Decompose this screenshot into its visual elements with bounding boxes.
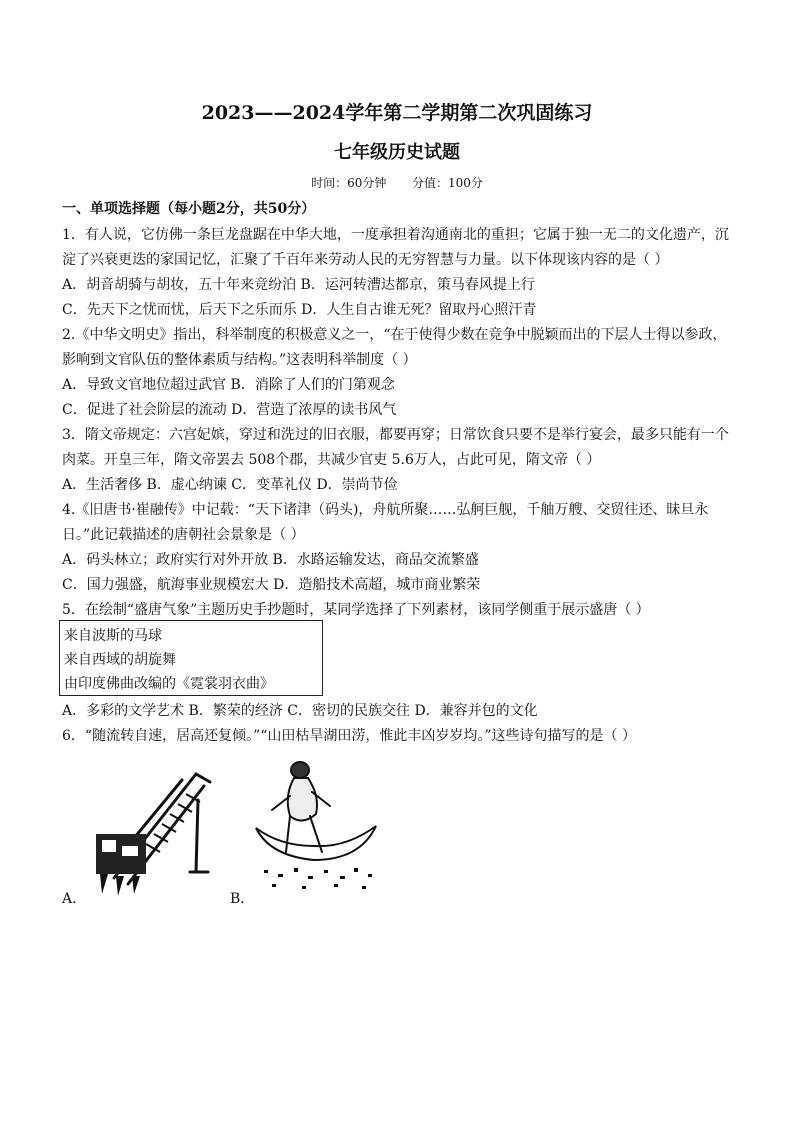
time-label: 时间：60分钟	[311, 176, 387, 190]
q5-material-1: 来自波斯的马球	[64, 628, 162, 644]
q5-materials-box	[59, 620, 323, 696]
q3-line-1: 3．隋文帝规定：六宫妃嫔，穿过和洗过的旧衣服，都要再穿；日常饮食只要不是举行宴会，最多只能有一个	[62, 427, 729, 443]
q5-material-3: 由印度佛曲改编的《霓裳羽衣曲》	[64, 676, 274, 692]
exam-subtitle: 七年级历史试题	[334, 142, 460, 163]
q2-options-2: C．促进了社会阶层的流动 D．营造了浓厚的读书风气	[62, 402, 397, 418]
q5-material-2: 来自西域的胡旋舞	[64, 652, 176, 668]
q2-line-1: 2.《中华文明史》指出，科举制度的积极意义之一，“在于使得少数在竞争中脱颖而出的下层人士得以参政，	[62, 327, 727, 343]
q6-image-a	[86, 760, 216, 898]
q6-label-a: A．	[62, 891, 87, 907]
q1-line-2: 淀了兴衰更迭的家国记忆，汇聚了千百年来劳动人民的无穷智慧与力量。以下体现该内容的是（ ）	[62, 252, 669, 268]
q5-line-1: 5．在绘制“盛唐气象”主题历史手抄题时，某同学选择了下列素材，该同学侧重于展示盛唐（ ）	[62, 602, 650, 618]
q1-line-1: 1．有人说，它仿佛一条巨龙盘踞在中华大地，一度承担着沟通南北的重担；它属于独一无二的文化遗产，沉	[62, 227, 729, 243]
score-label: 分值：100分	[412, 176, 483, 190]
q6-image-b	[250, 756, 382, 896]
exam-title: 2023——2024学年第二学期第二次巩固练习	[201, 102, 593, 124]
q3-options-1: A．生活奢侈 B．虚心纳谏 C．变革礼仪 D．崇尚节俭	[62, 477, 398, 493]
q6-label-b: B．	[230, 891, 255, 907]
exam-meta	[0, 174, 794, 191]
q1-options-1: A．胡音胡骑与胡妆，五十年来竞纷泊 B．运河转漕达都京，策马春风提上行	[62, 277, 535, 293]
q3-line-2: 肉菜。开皇三年，隋文帝罢去 508个郡，共减少官吏 5.6万人，占此可见，隋文帝（ ）	[62, 452, 601, 468]
q4-options-1: A．码头林立；政府实行对外开放 B．水路运输发达，商品交流繁盛	[62, 552, 479, 568]
q5-options-1: A．多彩的文学艺术 B．繁荣的经济 C．密切的民族交往 D．兼容并包的文化	[62, 703, 538, 719]
q4-options-2: C．国力强盛，航海事业规模宏大 D．造船技术高超，城市商业繁荣	[62, 577, 481, 593]
q4-line-1: 4.《旧唐书·崔融传》中记载：“天下诸津（码头)，舟航所聚……弘舸巨舰，千舳万艘、交贸往还、昧旦永	[62, 502, 709, 518]
q2-options-1: A．导致文官地位超过武官 B．消除了人们的门第观念	[62, 377, 395, 393]
section-heading: 一、单项选择题（每小题2分，共50分）	[62, 201, 316, 217]
q6-line-1: 6．“随流转自速，居高还复倾。”“山田枯旱湖田涝，惟此丰凶岁岁均。”这些诗句描写的是（ ）	[62, 728, 636, 744]
q4-line-2: 日。”此记载描述的唐朝社会景象是（ ）	[62, 527, 305, 543]
q1-options-2: C．先天下之忧而忧，后天下之乐而乐 D．人生自古谁无死？留取丹心照汗青	[62, 302, 537, 318]
q2-line-2: 影响到文官队伍的整体素质与结构。”这表明科举制度（ ）	[62, 352, 417, 368]
